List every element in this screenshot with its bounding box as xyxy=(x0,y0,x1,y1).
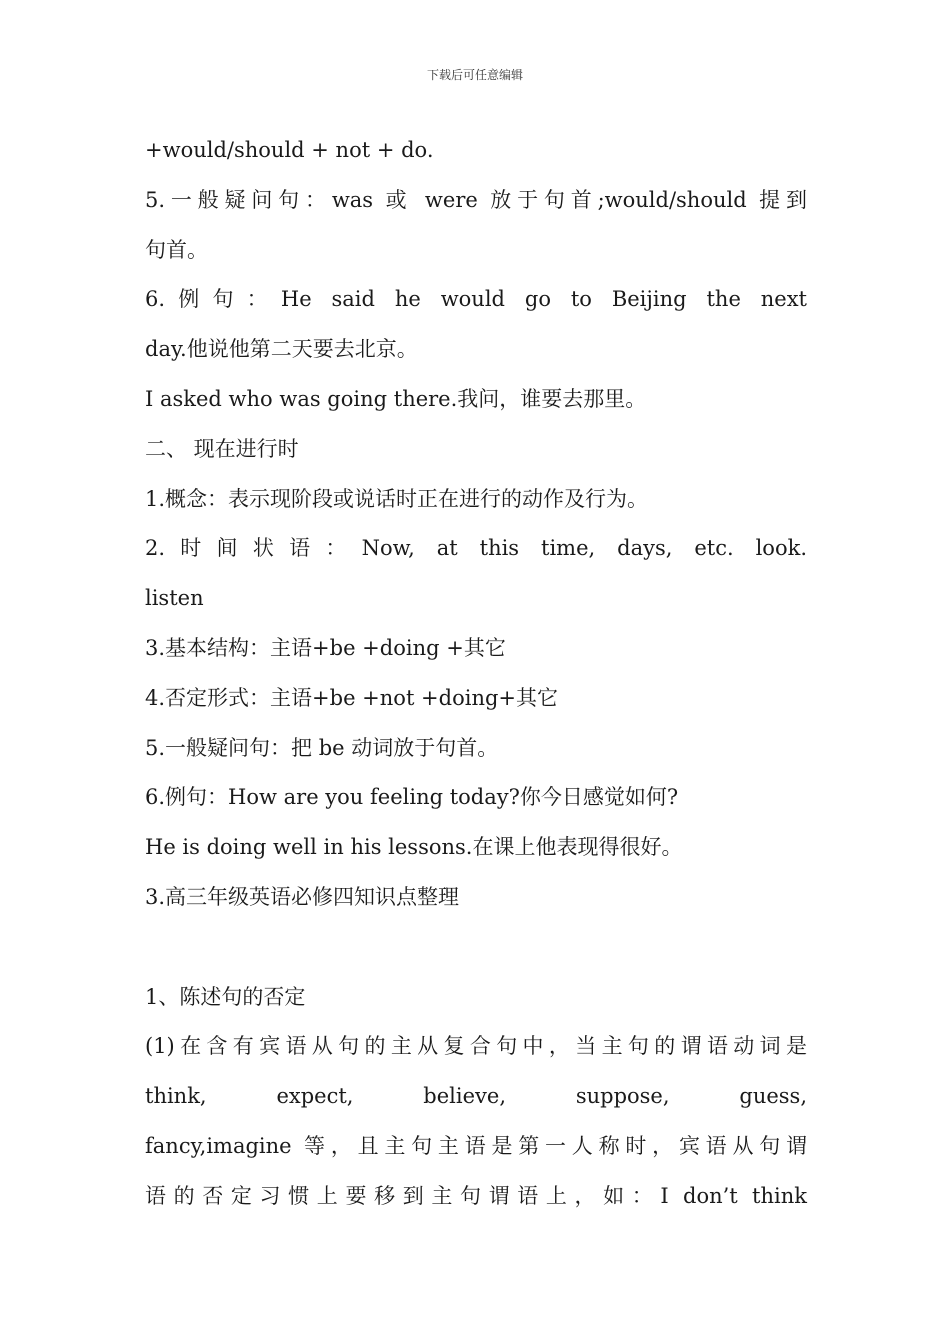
text-line: 语的否定习惯上要移到主句谓语上，如：I don’t think xyxy=(145,1183,807,1208)
subsection-heading: 1、陈述句的否定 xyxy=(145,984,306,1009)
text-line: I asked who was going there.我问，谁要去那里。 xyxy=(145,386,647,411)
text-line: 2.时间状语：Now, at this time, days, etc. look. xyxy=(145,536,807,561)
text-line: think, expect, believe, suppose, guess, xyxy=(145,1084,807,1109)
text-line: +would/should + not + do. xyxy=(145,138,434,162)
document-body xyxy=(145,130,807,1226)
text-line: fancy,imagine 等，且主句主语是第一人称时，宾语从句谓 xyxy=(145,1133,807,1158)
text-line: 6.例句：How are you feeling today?你今日感觉如何? xyxy=(145,785,679,810)
text-line: 3.基本结构：主语+be +doing +其它 xyxy=(145,635,506,660)
section-heading: 3.高三年级英语必修四知识点整理 xyxy=(145,884,460,909)
blank-line xyxy=(145,927,807,977)
text-line: day.他说他第二天要去北京。 xyxy=(145,337,418,362)
text-line: listen xyxy=(145,586,204,611)
section-heading: 二、 现在进行时 xyxy=(145,436,299,461)
text-line: 5.一般疑问句：was 或 were 放于句首;would/should 提到 xyxy=(145,187,807,212)
text-line: 1.概念：表示现阶段或说话时正在进行的动作及行为。 xyxy=(145,486,649,511)
text-line: (1)在含有宾语从句的主从复合句中，当主句的谓语动词是 xyxy=(145,1034,807,1059)
text-line: He is doing well in his lessons.在课上他表现得很好。 xyxy=(145,835,683,860)
text-line: 6.例句：He said he would go to Beijing the next xyxy=(145,287,807,312)
text-line: 5.一般疑问句：把 be 动词放于句首。 xyxy=(145,735,499,760)
text-line: 句首。 xyxy=(145,237,208,262)
text-line: 4.否定形式：主语+be +not +doing+其它 xyxy=(145,685,559,710)
page-header: 下载后可任意编辑 xyxy=(426,68,523,82)
